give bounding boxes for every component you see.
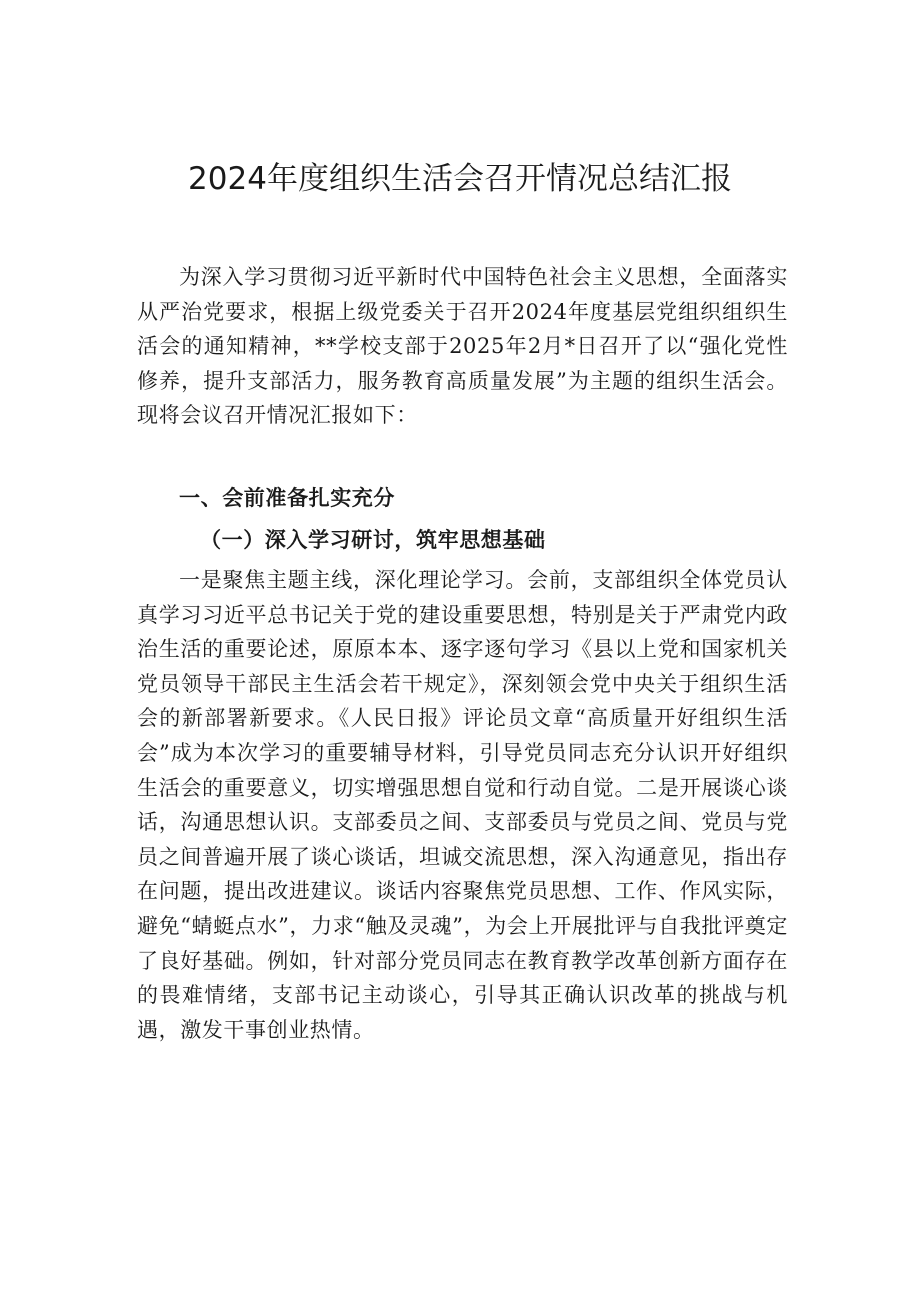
body-paragraph: 一是聚焦主题主线，深化理论学习。会前，支部组织全体党员认真学习习近平总书记关于党的建设重要思想，特别是关于严肃党内政治生活的重要论述，原原本本、逐字逐句学习《县以上党和国家机关党员领导干部民主生活会若干规定》，深刻领会党中央关于组织生活会的新部署新要求。《人民日报》评论员文章“高质量开好组织生活会”成为本次学习的重要辅导材料，引导党员同志充分认识开好组织生活会的重要意义，切实增强思想自觉和行动自觉。二是开展谈心谈话，沟通思想认识。支部委员之间、支部委员与党员之间、党员与党员之间普遍开展了谈心谈话，坦诚交流思想，深入沟通意见，指出存在问题，提出改进建议。谈话内容聚焦党员思想、工作、作风实际，避免“蜻蜓点水”，力求“触及灵魂”，为会上开展批评与自我批评奠定了良好基础。例如，针对部分党员同志在教育教学改革创新方面存在的畏难情绪，支部书记主动谈心，引导其正确认识改革的挑战与机遇，激发干事创业热情。	[137, 568, 788, 1042]
intro-block	[137, 260, 788, 433]
intro-paragraph: 为深入学习贯彻习近平新时代中国特色社会主义思想，全面落实从严治党要求，根据上级党委关于召开2024年度基层党组织组织生活会的通知精神，**学校支部于2025年2月*日召开了以“强化党性修养，提升支部活力，服务教育高质量发展”为主题的组织生活会。现将会议召开情况汇报如下：	[137, 265, 788, 428]
section-heading: 一、会前准备扎实充分	[179, 486, 395, 510]
subsection-body	[137, 563, 788, 1047]
subsection-heading: （一）深入学习研讨，筑牢思想基础	[200, 528, 546, 552]
document-title: 2024年度组织生活会召开情况总结汇报	[188, 161, 732, 197]
